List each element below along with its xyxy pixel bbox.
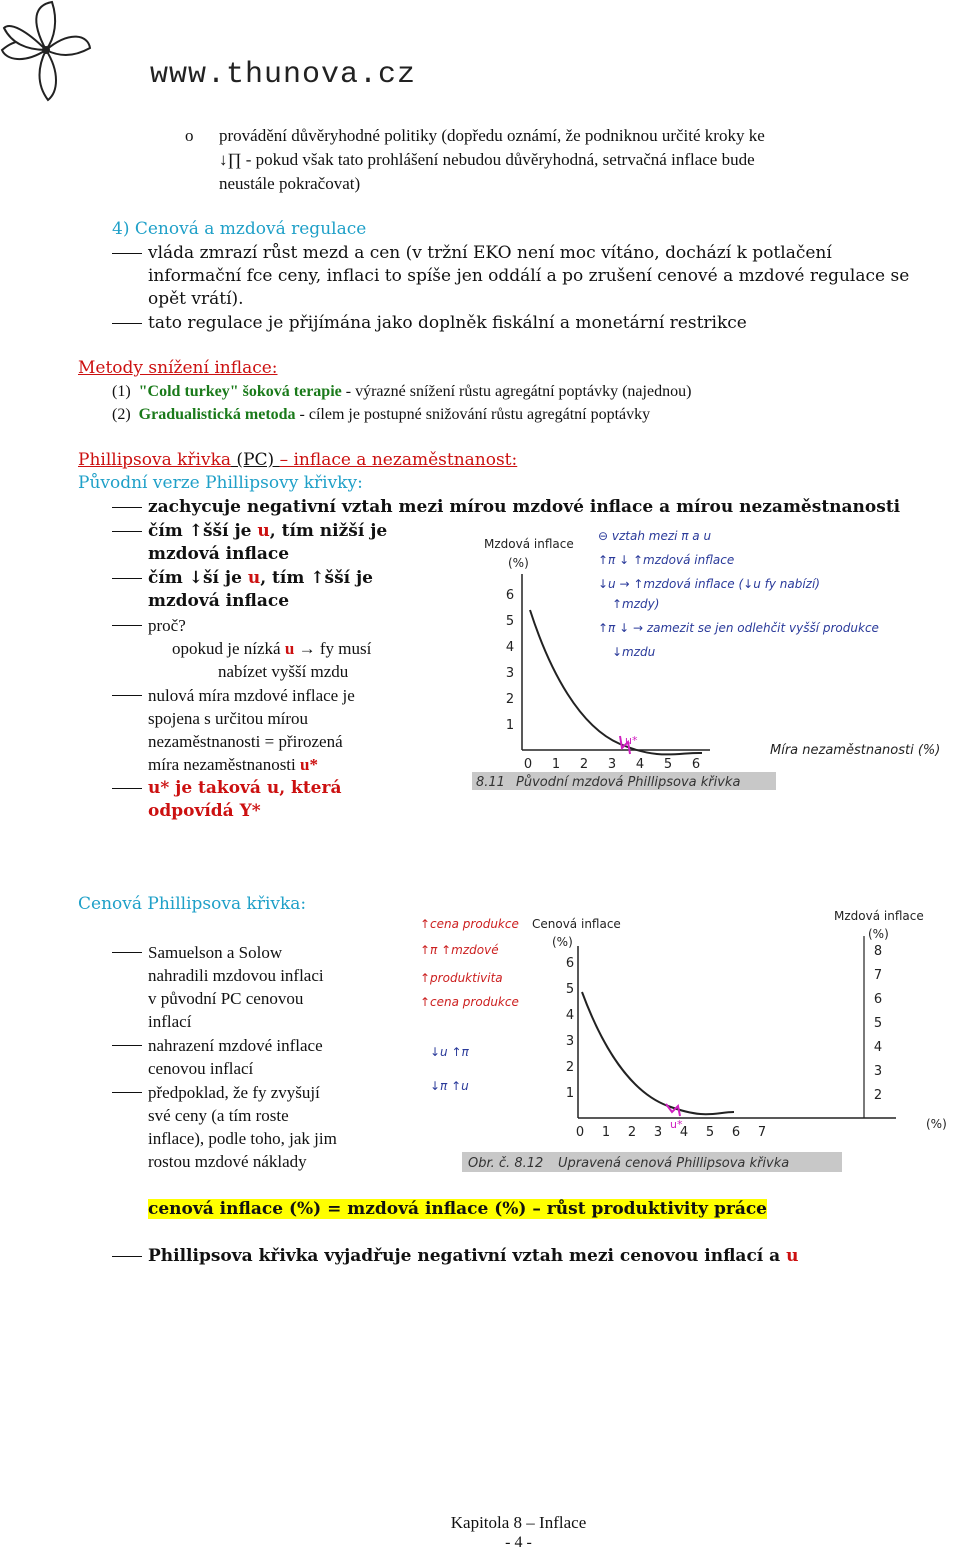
fig2-ytick-right-label: 2 <box>873 1088 883 1103</box>
fig2-ustar-mark <box>666 1104 680 1116</box>
intro-line-3: neustále pokračovat) <box>219 174 361 193</box>
s4-item2: tato regulace je přijímána jako doplněk fiskální a monetární restrikce <box>148 313 747 333</box>
intro-line-2: ↓∏ - pokud však tato prohlášení nebudou důvěryhodná, setrvačná inflace bude <box>219 150 755 169</box>
pc-b5-l3: nezaměstnanosti = přirozená <box>148 732 343 751</box>
cenova-heading: Cenová Phillipsova křivka: <box>78 894 307 914</box>
fig1-note-5: ↑π ↓ → zamezit se jen odlehčit vyšší produkce <box>598 621 879 635</box>
s4-item1-l3: opět vrátí). <box>148 289 244 309</box>
dash-bullet <box>112 952 142 953</box>
final-statement: Phillipsova křivka vyjadřuje negativní vztah mezi cenovou inflací a u <box>148 1246 799 1266</box>
fig2-note-2: ↑π ↑mzdové <box>420 943 499 957</box>
figure-2-price-phillips-curve <box>416 906 956 1178</box>
fig2-xtick-label: 1 <box>601 1125 611 1140</box>
fig2-xtick-label: 4 <box>679 1125 689 1140</box>
fig1-caption-num: 8.11 <box>476 775 505 790</box>
fig1-note-1: ⊖ vztah mezi π a u <box>598 529 712 543</box>
dash-bullet <box>112 1045 142 1046</box>
pc-b6-l1: u* je taková u, která <box>148 778 342 798</box>
fig1-note-3: ↓u → ↑mzdová inflace (↓u fy nabízí) <box>598 577 820 591</box>
methods-heading: Metody snížení inflace: <box>78 358 278 378</box>
fig2-ytick-right-label: 3 <box>873 1064 883 1079</box>
pc-b1: zachycuje negativní vztah mezi mírou mzdové inflace a mírou nezaměstnanosti <box>148 497 901 517</box>
pc-b3-l2: mzdová inflace <box>148 591 290 611</box>
fig1-ustar: u* <box>625 734 638 747</box>
fig2-ytick-left-label: 4 <box>565 1008 575 1023</box>
pc-b4: proč? <box>148 616 186 635</box>
pc-b5-l2: spojena s určitou mírou <box>148 709 309 728</box>
fig2-ytick-left-label: 5 <box>565 982 575 997</box>
fig2-note-3: ↑produktivita <box>420 971 503 985</box>
pc-b2-l2: mzdová inflace <box>148 544 290 564</box>
bullet-o: o <box>185 126 194 145</box>
fig2-ytick-left-label: 3 <box>565 1034 575 1049</box>
intro-line-1: provádění důvěryhodné politiky (dopředu oznámí, že podniknou určité kroky ke <box>219 126 765 145</box>
dash-bullet <box>112 1092 142 1093</box>
cenova-b2-l1: nahrazení mzdové inflace <box>148 1036 323 1055</box>
fig2-ytick-right-label: 8 <box>873 944 883 959</box>
pc-heading: Phillipsova křivka (PC) – inflace a nezaměstnanost: <box>78 450 518 470</box>
fig1-ytick-label: 5 <box>505 614 515 629</box>
fig1-ytick-label: 6 <box>505 588 515 603</box>
pc-b5-l1: nulová míra mzdové inflace je <box>148 686 355 705</box>
dash-bullet <box>112 788 142 789</box>
method-1: (1) "Cold turkey" šoková terapie - výrazné snížení růstu agregátní poptávky (najednou) <box>112 383 692 400</box>
arrow-up-icon: ↑ <box>310 568 325 588</box>
fig1-xtick-label: 5 <box>663 757 673 772</box>
fig1-note-4: ↑mzdy) <box>612 597 660 611</box>
fig1-caption: Původní mzdová Phillipsova křivka <box>516 775 741 790</box>
cenova-b1-l4: inflací <box>148 1012 192 1031</box>
footer-page: - 4 - <box>505 1534 532 1551</box>
fig1-ytick-label: 2 <box>505 692 515 707</box>
dash-bullet <box>112 253 142 254</box>
fig1-xtick-label: 4 <box>635 757 645 772</box>
dash-bullet <box>112 1256 142 1257</box>
fig1-xlabel: Míra nezaměstnanosti (%) <box>770 743 941 758</box>
s4-item1-l1: vláda zmrazí růst mezd a cen (v tržní EKO není moc vítáno, dochází k potlačení <box>148 243 832 263</box>
pc-b3: čím ↓ší je u, tím ↑šší je <box>148 568 373 588</box>
fig1-xtick-label: 6 <box>691 757 701 772</box>
fig2-xtick-label: 3 <box>653 1125 663 1140</box>
fig2-ylabel-left: Cenová inflace <box>532 917 621 931</box>
fig1-yunit: (%) <box>508 556 529 570</box>
cenova-b1-l1: Samuelson a Solow <box>148 943 283 962</box>
fig2-yunit-right: (%) <box>868 927 889 941</box>
fig1-note-2: ↑π ↓ ↑mzdová inflace <box>598 553 735 567</box>
cenova-b3-l3: inflace), podle toho, jak jim <box>148 1129 337 1148</box>
fig2-xtick-label: 6 <box>731 1125 741 1140</box>
pc-b6-l2: odpovídá Y* <box>148 801 261 821</box>
cenova-b2-l2: cenovou inflací <box>148 1059 254 1078</box>
fig1-ytick-label: 3 <box>505 666 515 681</box>
pc-b2: čím ↑šší je u, tím nižší je <box>148 521 388 541</box>
dash-bullet <box>112 323 142 324</box>
fig2-note-6: ↓π ↑u <box>430 1079 469 1093</box>
footer-chapter: Kapitola 8 – Inflace <box>450 1513 587 1532</box>
fig1-note-6: ↓mzdu <box>612 645 656 659</box>
fig2-ytick-left-label: 1 <box>565 1086 575 1101</box>
dash-bullet <box>112 625 142 626</box>
fig1-xtick-label: 3 <box>607 757 617 772</box>
fig2-ustar: u* <box>670 1118 683 1131</box>
fig1-ytick-label: 4 <box>505 640 515 655</box>
arrow-up-icon: ↑ <box>188 521 203 541</box>
fig2-xtick-label: 7 <box>757 1125 767 1140</box>
fig2-ylabel-right: Mzdová inflace <box>834 909 924 923</box>
dash-bullet <box>112 507 142 508</box>
arrow-down-icon: ↓ <box>188 568 203 588</box>
fig1-ylabel: Mzdová inflace <box>484 537 574 551</box>
section-4-heading: 4) Cenová a mzdová regulace <box>112 219 367 239</box>
cenova-b1-l2: nahradili mzdovou inflaci <box>148 966 324 985</box>
fig2-note-4: ↑cena produkce <box>420 995 519 1009</box>
formula: cenová inflace (%) = mzdová inflace (%) – růst produktivity práce <box>148 1199 767 1219</box>
fig1-xtick-label: 1 <box>551 757 561 772</box>
fig2-ytick-right-label: 6 <box>873 992 883 1007</box>
fig2-caption-num: Obr. č. 8.12 <box>468 1156 544 1171</box>
fig2-ytick-right-label: 5 <box>873 1016 883 1031</box>
fig2-yunit-left: (%) <box>552 935 573 949</box>
fig2-curve <box>582 992 734 1114</box>
method-2-name: Gradualistická metoda <box>138 406 296 423</box>
lily-flower-logo <box>0 0 92 105</box>
s4-item1-l2: informační fce ceny, inflaci to spíše jen oddálí a po zrušení cenové a mzdové regulace se <box>148 266 910 286</box>
fig2-xlabel: (%) <box>926 1117 947 1131</box>
fig2-ytick-left-label: 6 <box>565 956 575 971</box>
fig2-xtick-label: 0 <box>575 1125 585 1140</box>
pc-b5-l4: míra nezaměstnanosti u* <box>148 755 318 774</box>
fig2-xtick-label: 2 <box>627 1125 637 1140</box>
fig2-ytick-right-label: 4 <box>873 1040 883 1055</box>
fig1-ytick-label: 1 <box>505 718 515 733</box>
fig2-note-5: ↓u ↑π <box>430 1045 469 1059</box>
fig2-note-1: ↑cena produkce <box>420 917 519 931</box>
fig2-caption: Upravená cenová Phillipsova křivka <box>558 1156 790 1171</box>
fig2-ytick-left-label: 2 <box>565 1060 575 1075</box>
site-watermark: www.thunova.cz <box>150 58 417 92</box>
dash-bullet <box>112 531 142 532</box>
method-2: (2) Gradualistická metoda - cílem je postupné snižování růstu agregátní poptávky <box>112 406 651 423</box>
figure-1-original-phillips-curve <box>470 522 950 792</box>
dash-bullet <box>112 695 142 696</box>
fig1-xtick-label: 2 <box>579 757 589 772</box>
cenova-b3-l4: rostou mzdové náklady <box>148 1152 307 1171</box>
pc-subheading: Původní verze Phillipsovy křivky: <box>78 473 363 493</box>
dash-bullet <box>112 578 142 579</box>
method-1-name: "Cold turkey" šoková terapie <box>138 383 342 400</box>
fig2-xtick-label: 5 <box>705 1125 715 1140</box>
pc-o-item: opokud je nízká u → fy musí <box>172 639 372 658</box>
pc-o-item-l2: nabízet vyšší mzdu <box>218 662 349 681</box>
fig1-xtick-label: 0 <box>523 757 533 772</box>
cenova-b1-l3: v původní PC cenovou <box>148 989 304 1008</box>
cenova-b3-l2: své ceny (a tím roste <box>148 1106 289 1125</box>
cenova-b3-l1: předpoklad, že fy zvyšují <box>148 1083 320 1102</box>
fig2-ytick-right-label: 7 <box>873 968 883 983</box>
